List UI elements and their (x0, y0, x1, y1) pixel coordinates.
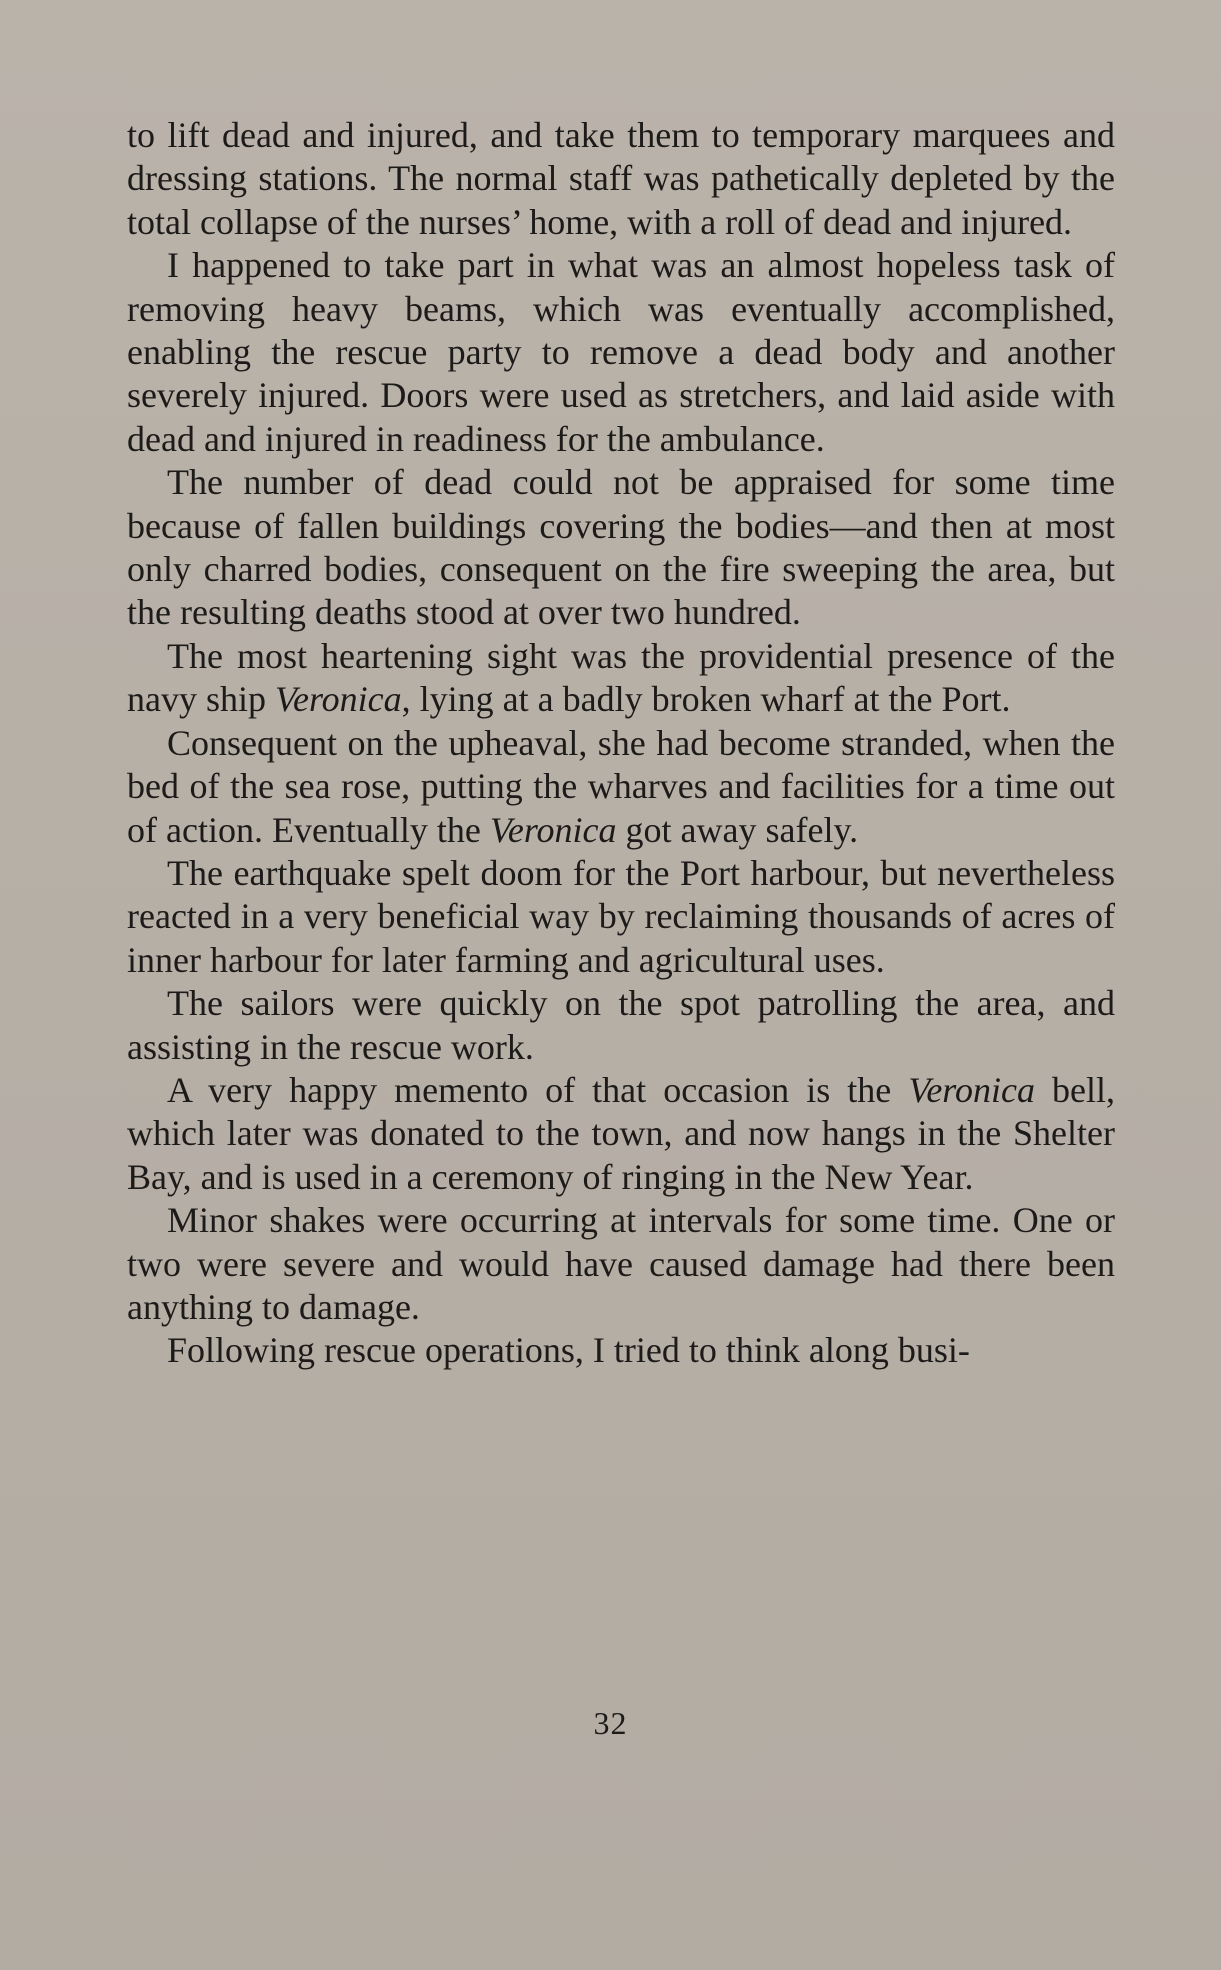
paragraph: The number of dead could not be appraised for some time because of fallen buildings covering the bodies—and then at most only charred bodies, consequent on the fire sweeping the area, but the resulting deaths stood at over two hundred. (127, 462, 1115, 633)
ship-name: Veronica (908, 1069, 1035, 1110)
paragraph: Minor shakes were occurring at intervals for some time. One or two were severe and would have caused damage had there been anything to damage. (127, 1200, 1115, 1327)
paragraph: The sailors were quickly on the spot patrolling the area, and assisting in the rescue work. (127, 983, 1115, 1067)
paragraph: A very happy memento of that occasion is the Veronica bell, which later was donated to the town, and now hangs in the Shelter Bay, and is used in a ceremony of ringing in the New Year. (127, 1069, 1115, 1197)
paragraph: to lift dead and injured, and take them to temporary marquees and dressing stations. The normal staff was pathetically depleted by the total collapse of the nurses’ home, with a roll of dead and injured. (127, 115, 1115, 242)
paragraph: Consequent on the upheaval, she had become stranded, when the bed of the sea rose, putting the wharves and facilities for a time out of action. Eventually the Veronica got away safely. (127, 722, 1115, 850)
ship-name: Veronica (489, 809, 617, 850)
paragraph: I happened to take part in what was an almost hopeless task of removing heavy beams, which was eventually accomplished, enabling the rescue party to remove a dead body and another severely injured. Doors were used as stretchers, and laid aside with dead and injured in readiness for the ambulance. (127, 245, 1115, 459)
paragraph: Following rescue operations, I tried to think along busi- (167, 1330, 970, 1371)
paragraph: The earthquake spelt doom for the Port harbour, but nevertheless reacted in a very beneficial way by reclaiming thousands of acres of inner harbour for later farming and agricultural uses. (127, 852, 1115, 980)
paragraph: The most heartening sight was the providential presence of the navy ship Veronica, lying at a badly broken wharf at the Port. (127, 635, 1115, 720)
ship-name: Veronica (275, 679, 402, 720)
page-number: 32 (593, 1705, 628, 1741)
body-text (127, 114, 1115, 1373)
